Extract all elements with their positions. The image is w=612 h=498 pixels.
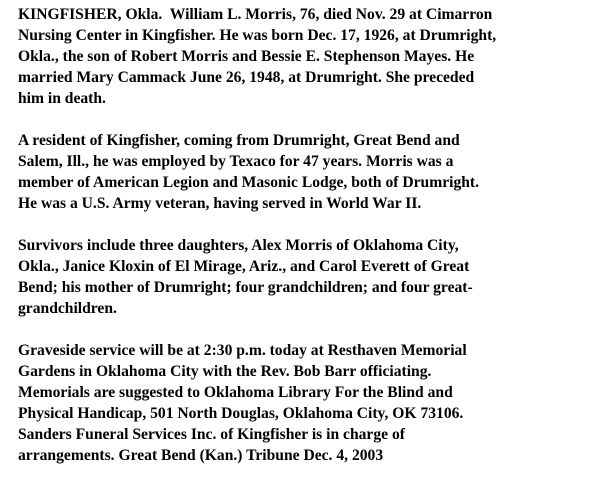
paragraph-services [18, 340, 610, 466]
paragraph-death-notice [18, 4, 610, 109]
text-line: married Mary Cammack June 26, 1948, at Drumright. She preceded [18, 69, 475, 86]
text-line: Okla., Janice Kloxin of El Mirage, Ariz., and Carol Everett of Great [18, 258, 470, 275]
text-line: arrangements. Great Bend (Kan.) Tribune Dec. 4, 2003 [18, 447, 384, 464]
paragraph-biography [18, 130, 610, 214]
obituary-document [18, 4, 610, 466]
text-line: Graveside service will be at 2:30 p.m. today at Resthaven Memorial [18, 342, 467, 359]
text-line: A resident of Kingfisher, coming from Drumright, Great Bend and [18, 132, 460, 149]
text-line: Survivors include three daughters, Alex Morris of Oklahoma City, [18, 237, 459, 254]
paragraph-survivors [18, 235, 610, 319]
text-line: Okla., the son of Robert Morris and Bessie E. Stephenson Mayes. He [18, 48, 475, 65]
text-line: Gardens in Oklahoma City with the Rev. Bob Barr officiating. [18, 363, 432, 380]
text-line: Salem, Ill., he was employed by Texaco for 47 years. Morris was a [18, 153, 454, 170]
text-line: him in death. [18, 90, 106, 107]
text-line: He was a U.S. Army veteran, having served in World War II. [18, 195, 422, 212]
text-line: Sanders Funeral Services Inc. of Kingfisher is in charge of [18, 426, 405, 443]
text-line: Memorials are suggested to Oklahoma Library For the Blind and [18, 384, 453, 401]
text-line: member of American Legion and Masonic Lodge, both of Drumright. [18, 174, 480, 191]
text-line: Nursing Center in Kingfisher. He was born Dec. 17, 1926, at Drumright, [18, 27, 497, 44]
text-line: Physical Handicap, 501 North Douglas, Oklahoma City, OK 73106. [18, 405, 464, 422]
text-line: KINGFISHER, Okla. William L. Morris, 76, died Nov. 29 at Cimarron [18, 6, 493, 23]
text-line: grandchildren. [18, 300, 117, 317]
text-line: Bend; his mother of Drumright; four grandchildren; and four great- [18, 279, 473, 296]
